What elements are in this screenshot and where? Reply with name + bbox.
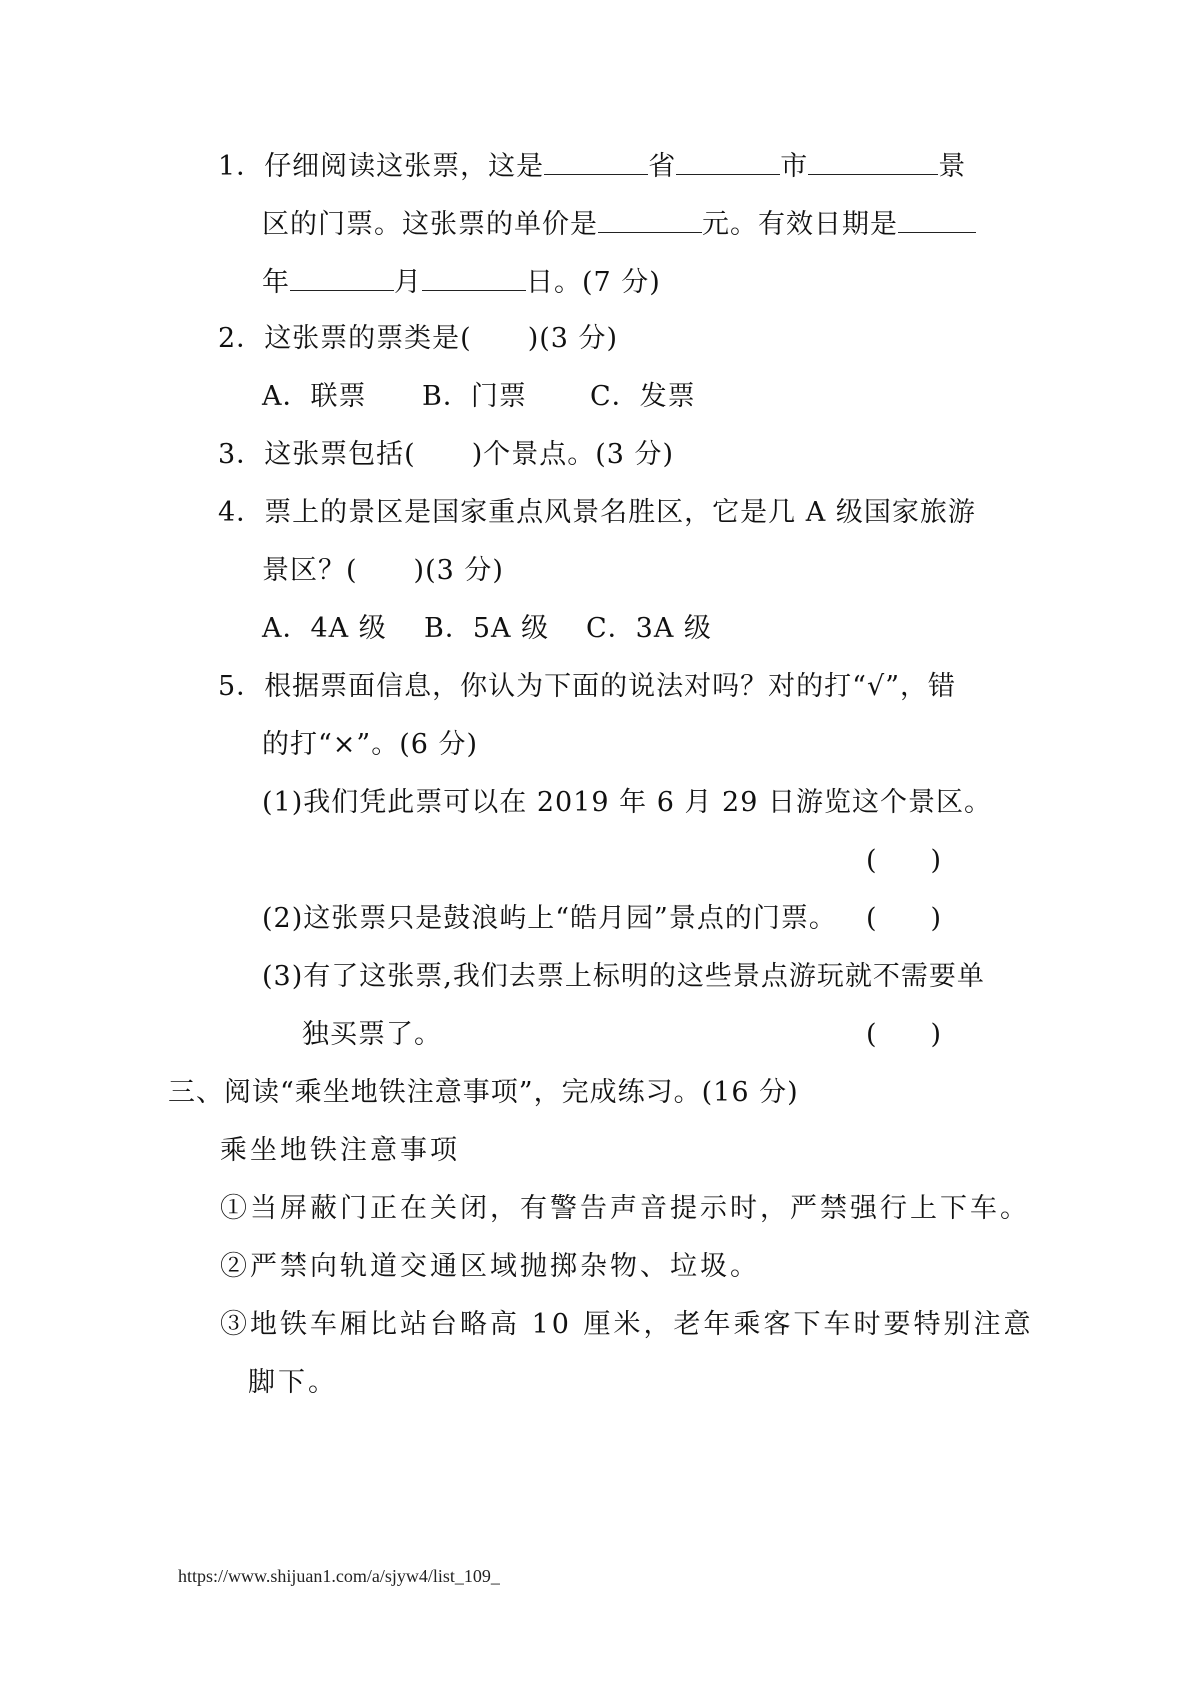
question-1-line-1: 1．仔细阅读这张票，这是 省 市 景 [218, 148, 966, 184]
answer-blank-year[interactable] [898, 206, 976, 233]
option-a[interactable]: A．联票 [262, 381, 367, 412]
question-2-options [262, 380, 696, 414]
answer-paren-1[interactable]: ( ) [866, 845, 942, 876]
option-a[interactable]: A．4A 级 [262, 613, 387, 644]
question-5-line-1: 5．根据票面信息，你认为下面的说法对吗？对的打“√”，错 [218, 671, 956, 702]
question-1-line-2: 区的门票。这张票的单价是 元。有效日期是 [262, 206, 976, 242]
reading-item-3-line-1: ③地铁车厢比站台略高 10 厘米，老年乘客下车时要特别注意 [220, 1309, 1034, 1340]
answer-paren-3[interactable]: ( ) [866, 1019, 942, 1050]
answer-blank-price[interactable] [598, 206, 702, 233]
footer-url[interactable]: https://www.shijuan1.com/a/sjyw4/list_109_ [178, 1566, 500, 1586]
answer-blank-month[interactable] [290, 264, 394, 291]
statement-3-line-2: 独买票了。 [302, 1019, 442, 1050]
statement-1: (1)我们凭此票可以在 2019 年 6 月 29 日游览这个景区。 [262, 787, 992, 818]
reading-title: 乘坐地铁注意事项 [220, 1135, 460, 1166]
answer-blank-province[interactable] [544, 148, 648, 175]
reading-item-2: ②严禁向轨道交通区域抛掷杂物、垃圾。 [220, 1251, 760, 1282]
question-4-line-2: 景区？( )(3 分) [262, 555, 504, 586]
question-4-line-1: 4．票上的景区是国家重点风景名胜区，它是几 A 级国家旅游 [218, 497, 976, 528]
question-2: 2．这张票的票类是( )(3 分) [218, 323, 619, 354]
answer-blank-day[interactable] [422, 264, 526, 291]
option-c[interactable]: C．3A 级 [586, 613, 712, 644]
answer-blank-scenic[interactable] [808, 148, 938, 175]
question-4-options [262, 612, 712, 646]
reading-item-1: ①当屏蔽门正在关闭，有警告声音提示时，严禁强行上下车。 [220, 1193, 1030, 1224]
question-5-line-2: 的打“×”。(6 分) [262, 729, 479, 760]
section-3-heading: 三、阅读“乘坐地铁注意事项”，完成练习。(16 分) [168, 1077, 799, 1108]
answer-paren-2[interactable]: ( ) [866, 903, 942, 934]
option-b[interactable]: B．门票 [422, 381, 527, 412]
option-c[interactable]: C．发票 [590, 381, 696, 412]
question-1-line-3: 年 月 日。(7 分) [262, 264, 661, 300]
reading-item-3-line-2: 脚下。 [248, 1367, 338, 1398]
question-3: 3．这张票包括( )个景点。(3 分) [218, 439, 675, 470]
answer-blank-city[interactable] [676, 148, 780, 175]
question-number: 1． [218, 151, 265, 182]
statement-3-line-1: (3)有了这张票,我们去票上标明的这些景点游玩就不需要单 [262, 961, 985, 992]
option-b[interactable]: B．5A 级 [424, 613, 550, 644]
statement-2: (2)这张票只是鼓浪屿上“皓月园”景点的门票。 [262, 903, 837, 934]
